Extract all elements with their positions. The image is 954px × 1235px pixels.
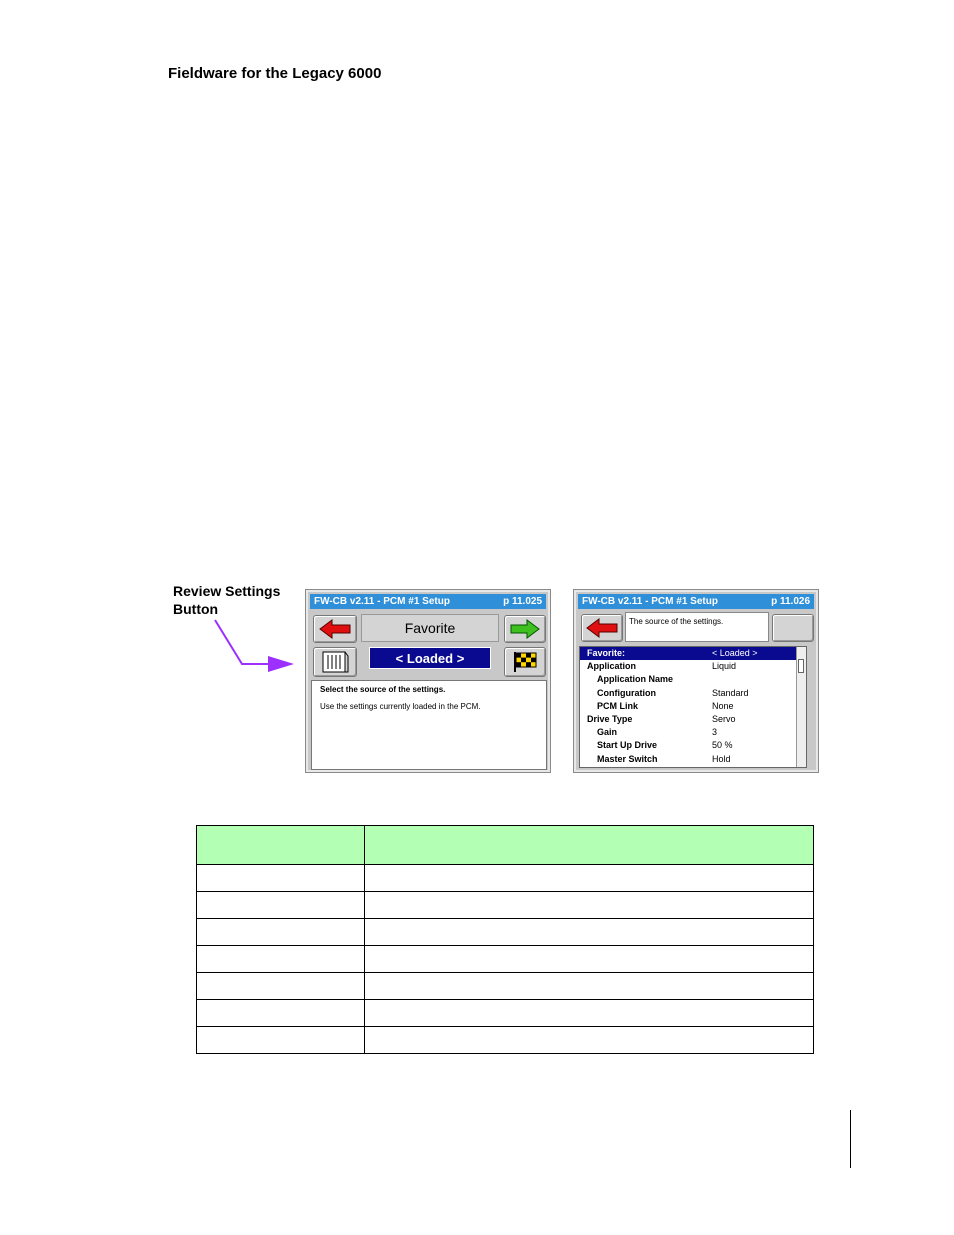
settings-row[interactable] [580, 713, 806, 726]
review-settings-callout [173, 582, 280, 618]
green-right-arrow-icon [509, 618, 541, 640]
setting-key: Application [587, 661, 636, 672]
setting-key: Configuration [597, 687, 656, 698]
table-row [197, 973, 814, 1000]
table-row [197, 1027, 814, 1054]
description-heading: Select the source of the settings. [320, 685, 446, 694]
settings-scrollbar[interactable] [796, 647, 806, 767]
setting-value: Liquid [712, 661, 737, 672]
table-row [197, 946, 814, 973]
checkered-flag-icon [512, 650, 538, 674]
hint-box: The source of the settings. [625, 612, 769, 642]
description-text: Use the settings currently loaded in the PCM. [320, 702, 481, 711]
settings-row[interactable] [580, 753, 806, 766]
setting-key: Start Up Drive [597, 740, 658, 751]
setting-value: None [712, 700, 734, 711]
favorite-label: Favorite [361, 614, 499, 642]
page-header-title: Fieldware for the Legacy 6000 [168, 65, 382, 82]
table-row [197, 919, 814, 946]
settings-row[interactable] [580, 687, 806, 700]
margin-rule [850, 1110, 851, 1168]
table-header-row [197, 826, 814, 865]
setting-key: Application Name [597, 674, 674, 685]
next-button[interactable] [504, 615, 546, 643]
setting-value: 3 [712, 727, 718, 738]
screen1-title: FW-CB v2.11 - PCM #1 Setup [314, 596, 450, 607]
settings-table [196, 825, 814, 1054]
settings-row[interactable] [580, 726, 806, 739]
table-row [197, 865, 814, 892]
description-panel [311, 680, 547, 770]
finish-button[interactable] [504, 647, 546, 677]
setting-key: Favorite: [587, 648, 626, 658]
scrollbar-thumb[interactable] [798, 659, 804, 673]
red-left-arrow-icon [318, 618, 352, 640]
table-row [197, 1000, 814, 1027]
settings-row[interactable] [580, 673, 806, 686]
screen2-titlebar [578, 594, 814, 609]
empty-button[interactable] [772, 614, 814, 642]
screen2-page-number: p 11.026 [771, 596, 810, 607]
favorite-value-selector[interactable]: < Loaded > [369, 647, 491, 669]
favorite-setup-screen [305, 589, 551, 773]
review-settings-button[interactable] [313, 647, 357, 677]
table-row [197, 892, 814, 919]
screen2-title: FW-CB v2.11 - PCM #1 Setup [582, 596, 718, 607]
settings-row[interactable] [580, 660, 806, 673]
settings-row[interactable] [580, 739, 806, 752]
setting-value: < Loaded > [712, 648, 758, 658]
settings-list [579, 646, 807, 768]
settings-row[interactable] [580, 700, 806, 713]
callout-line-1: Review Settings [173, 583, 281, 599]
red-left-arrow-icon [585, 617, 619, 639]
screen1-page-number: p 11.025 [503, 596, 542, 607]
setting-value: Standard [712, 687, 749, 698]
setting-key: Drive Type [587, 713, 633, 724]
back-button[interactable] [581, 614, 623, 642]
callout-line-2: Button [173, 601, 219, 617]
back-button[interactable] [313, 615, 357, 643]
setting-key: Master Switch [597, 753, 658, 764]
setting-value: 50 % [712, 740, 733, 751]
review-settings-screen [573, 589, 819, 773]
setting-key: Gain [597, 727, 618, 738]
setting-value: Hold [712, 753, 731, 764]
callout-arrow-icon [208, 615, 303, 675]
screen1-titlebar [310, 594, 546, 609]
setting-value: Servo [712, 713, 736, 724]
settings-row[interactable] [580, 647, 806, 660]
setting-key: PCM Link [597, 700, 639, 711]
review-settings-icon [320, 650, 350, 674]
